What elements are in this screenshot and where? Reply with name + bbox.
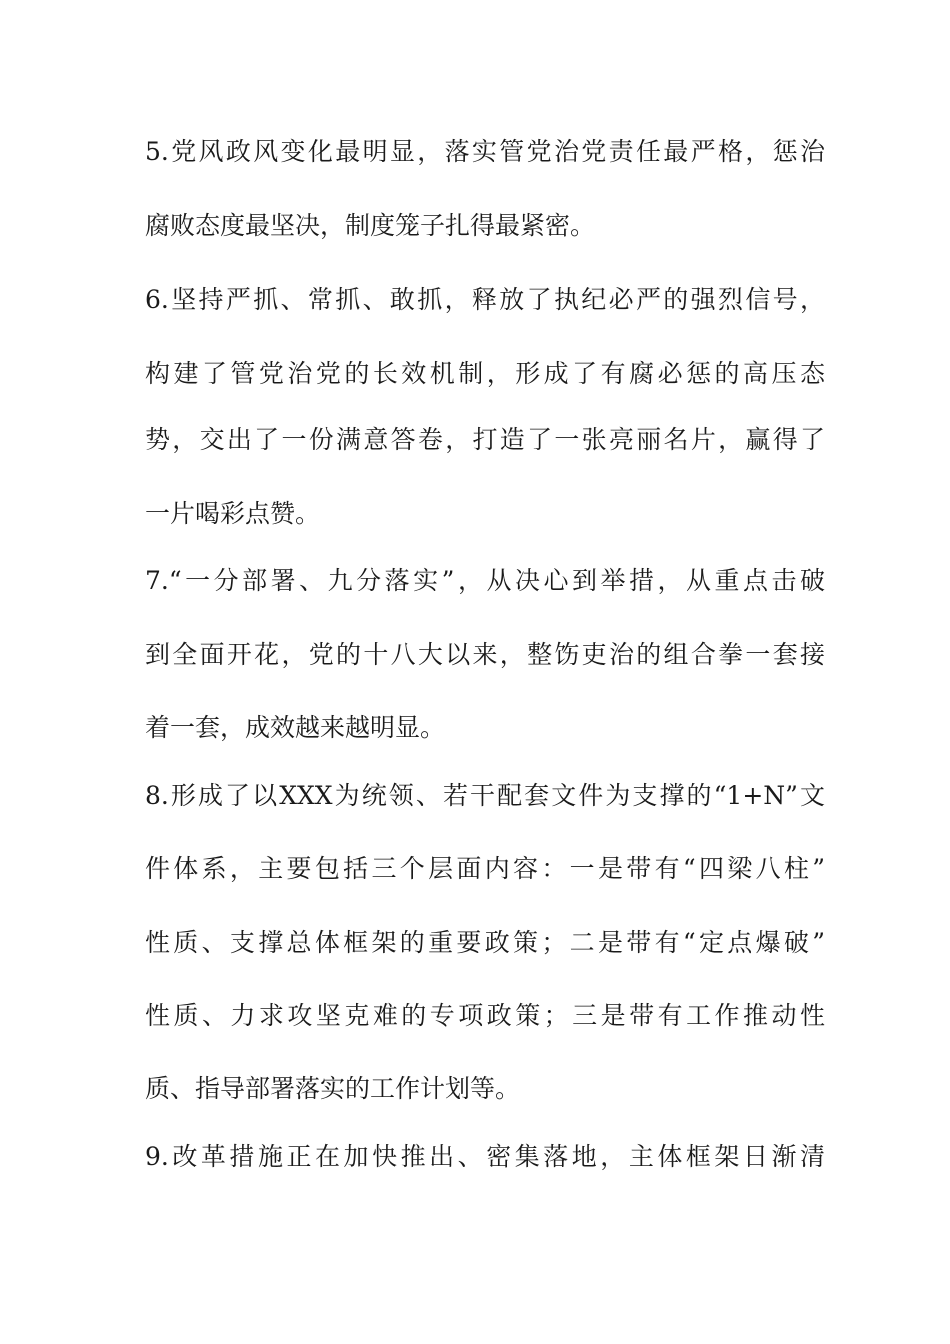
text-line: 着一套，成效越来越明显。 <box>145 713 446 742</box>
text-line: 7.“一分部署、九分落实”，从决心到举措，从重点击破 <box>145 566 825 595</box>
text-line: 到全面开花，党的十八大以来，整饬吏治的组合拳一套接 <box>145 640 825 669</box>
text-line: 6.坚持严抓、常抓、敢抓，释放了执纪必严的强烈信号， <box>145 285 825 314</box>
text-line: 8.形成了以XXX为统领、若干配套文件为支撑的“1+N”文 <box>145 781 825 810</box>
text-line: 9.改革措施正在加快推出、密集落地，主体框架日渐清 <box>145 1142 825 1171</box>
text-line: 性质、力求攻坚克难的专项政策；三是带有工作推动性 <box>145 1001 825 1030</box>
text-line: 5.党风政风变化最明显，落实管党治党责任最严格，惩治 <box>145 137 825 166</box>
text-line: 构建了管党治党的长效机制，形成了有腐必惩的高压态 <box>145 359 825 388</box>
text-line: 件体系，主要包括三个层面内容：一是带有“四梁八柱” <box>145 854 825 883</box>
text-line: 势，交出了一份满意答卷，打造了一张亮丽名片，赢得了 <box>145 425 825 454</box>
text-line: 质、指导部署落实的工作计划等。 <box>145 1074 521 1103</box>
text-line: 腐败态度最坚决，制度笼子扎得最紧密。 <box>145 211 596 240</box>
text-line: 性质、支撑总体框架的重要政策；二是带有“定点爆破” <box>145 928 825 957</box>
text-line: 一片喝彩点赞。 <box>145 499 321 528</box>
